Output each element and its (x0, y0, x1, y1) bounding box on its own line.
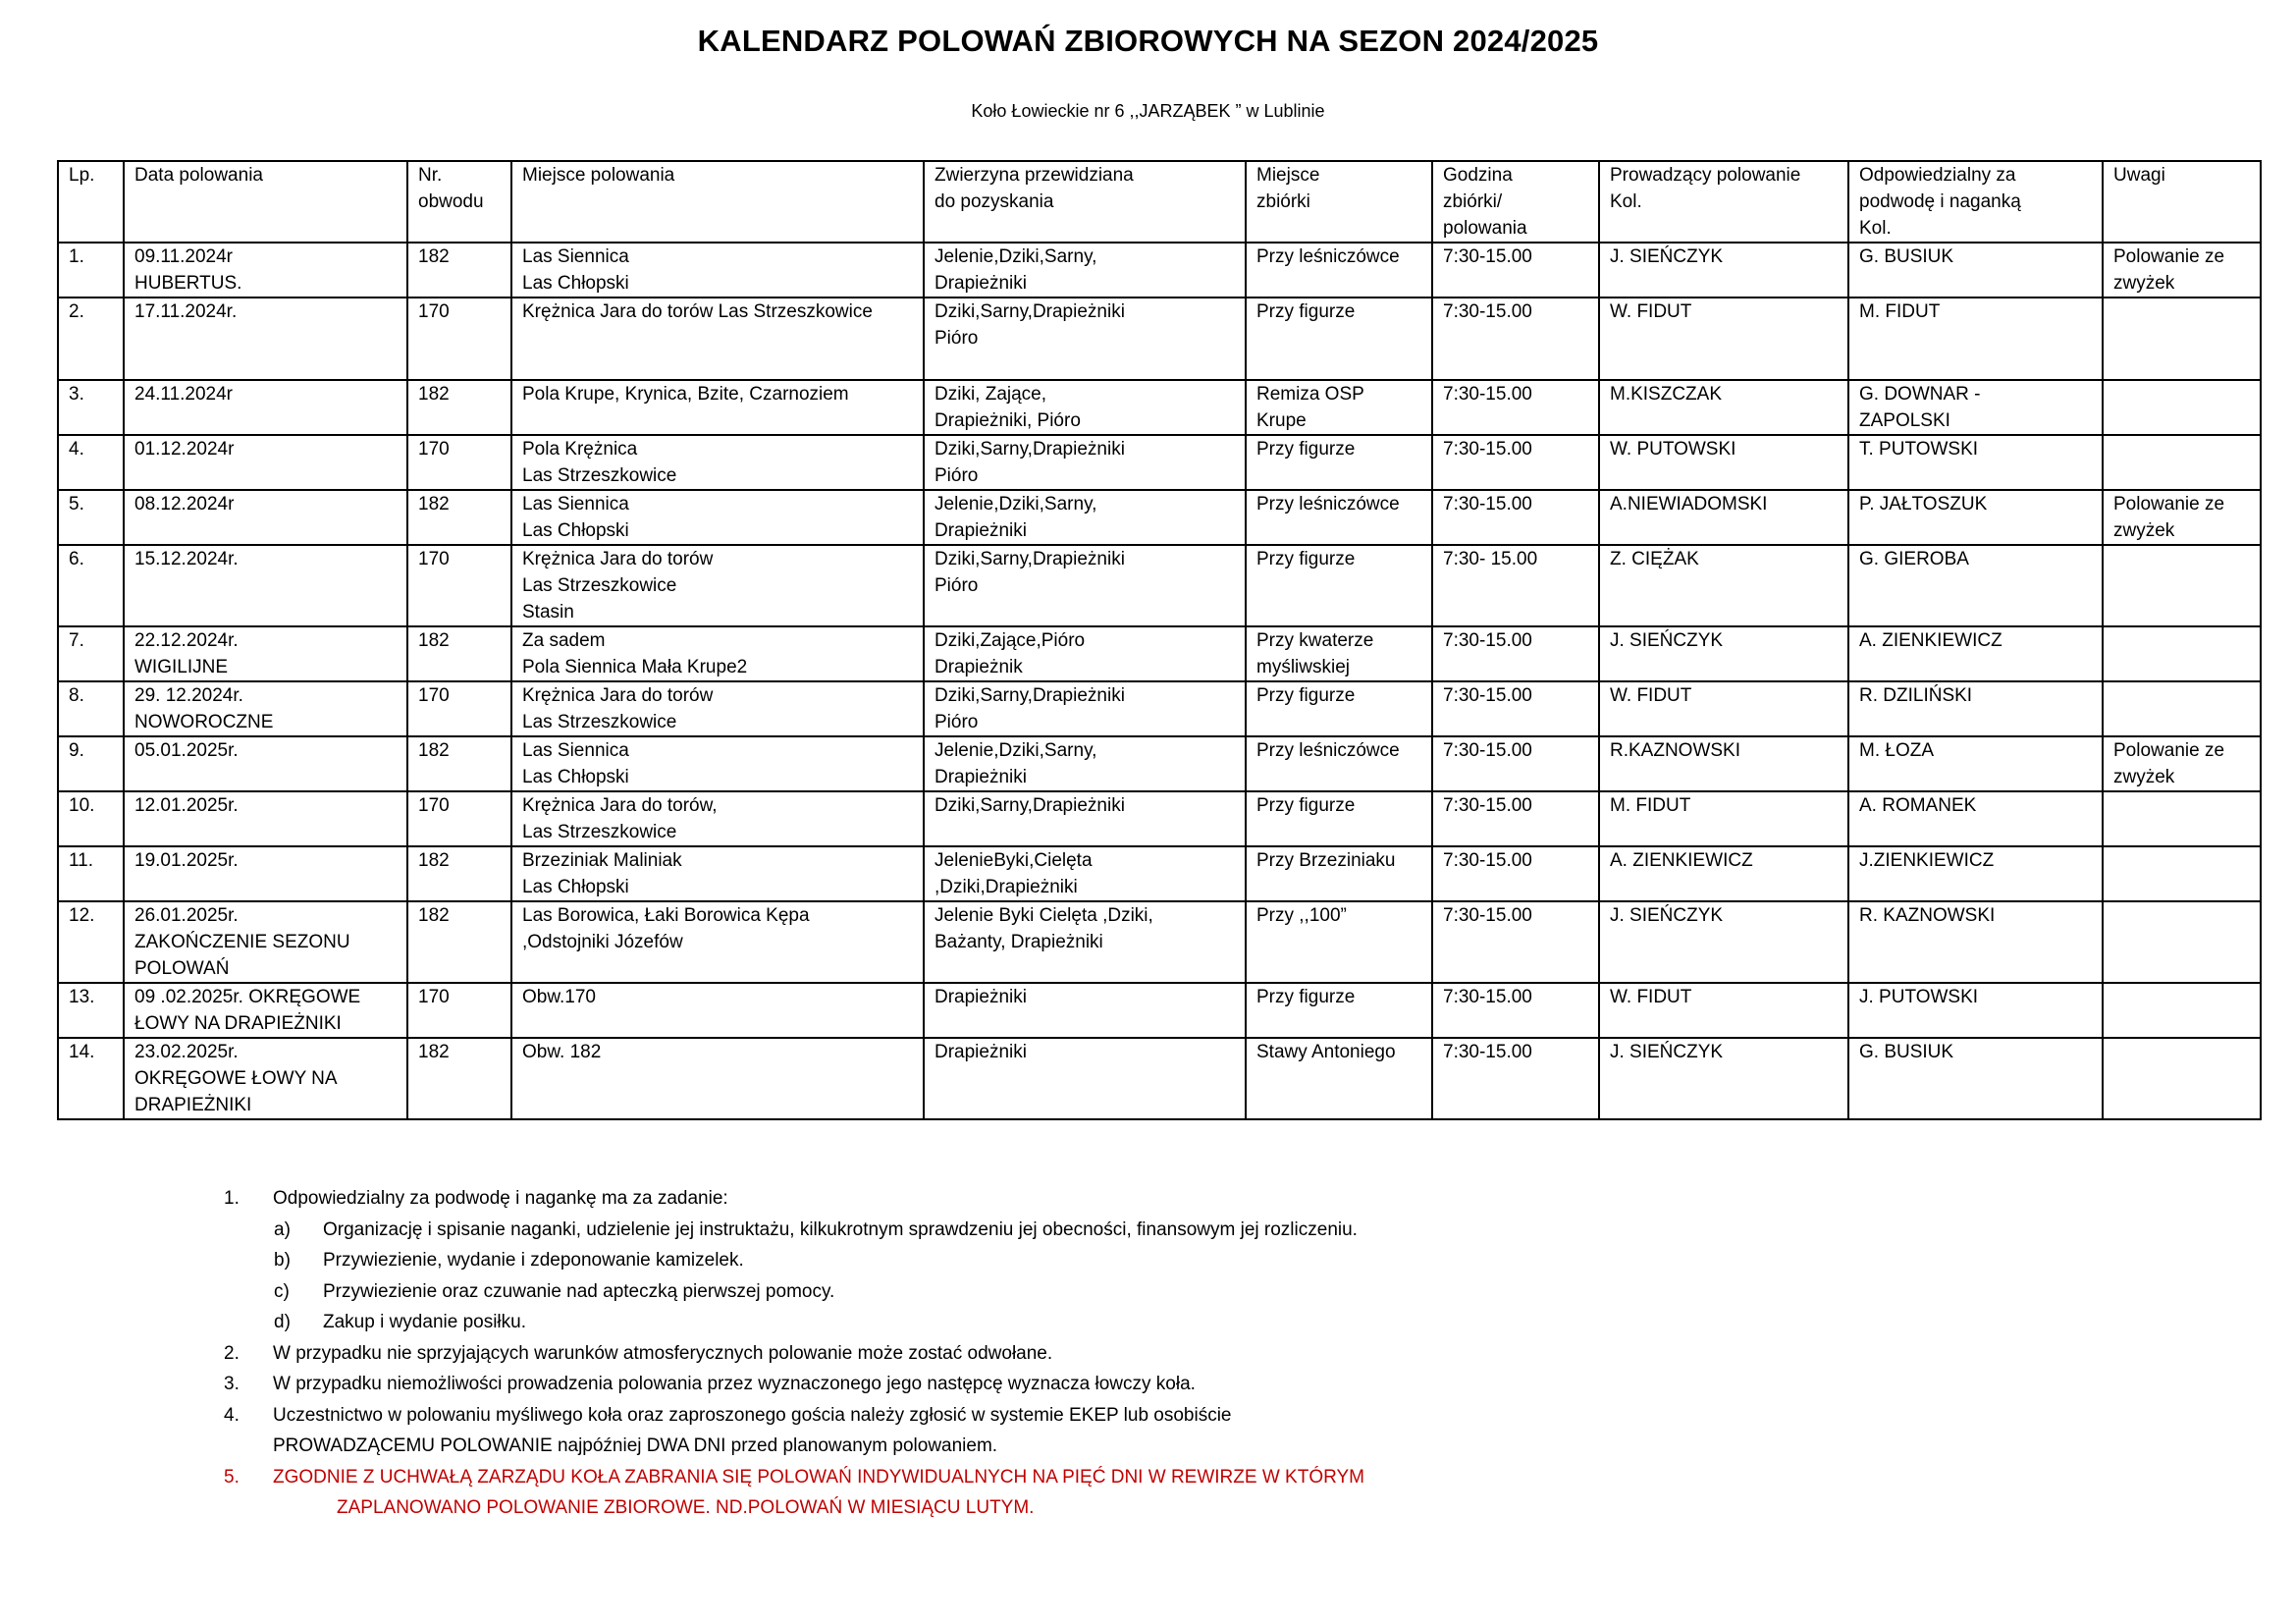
remarks: Polowanie ze zwyżek (2103, 243, 2261, 298)
hunt-leader: M.KISZCZAK (1599, 380, 1848, 435)
responsible-person: M. ŁOZA (1848, 736, 2103, 791)
header-game: Zwierzyna przewidziana do pozyskania (924, 161, 1246, 243)
hunt-place: Las Siennica Las Chłopski (511, 490, 924, 545)
table-row (58, 435, 2261, 490)
hunt-place: Pola Krupe, Krynica, Bzite, Czarnoziem (511, 380, 924, 435)
note-text: Przywiezienie, wydanie i zdeponowanie kamizelek. (323, 1250, 744, 1271)
meeting-time: 7:30-15.00 (1432, 1038, 1599, 1119)
remarks (2103, 435, 2261, 490)
responsible-person: G. GIEROBA (1848, 545, 2103, 626)
hunt-place: Obw. 182 (511, 1038, 924, 1119)
note-number: 2. (224, 1342, 240, 1364)
district-number: 182 (407, 901, 511, 983)
district-number: 182 (407, 490, 511, 545)
meeting-time: 7:30-15.00 (1432, 681, 1599, 736)
note-text: Zakup i wydanie posiłku. (323, 1312, 526, 1332)
row-number: 10. (58, 791, 124, 846)
hunt-date: 12.01.2025r. (124, 791, 407, 846)
hunt-date: 08.12.2024r (124, 490, 407, 545)
responsible-person: A. ROMANEK (1848, 791, 2103, 846)
note-text: Odpowiedzialny za podwodę i nagankę ma za zadanie: (273, 1188, 728, 1209)
meeting-time: 7:30-15.00 (1432, 380, 1599, 435)
responsible-person: J.ZIENKIEWICZ (1848, 846, 2103, 901)
header-remarks: Uwagi (2103, 161, 2261, 243)
meeting-time: 7:30-15.00 (1432, 298, 1599, 380)
row-number: 5. (58, 490, 124, 545)
hunt-schedule-table (57, 160, 2262, 1120)
table-row (58, 490, 2261, 545)
hunt-leader: W. FIDUT (1599, 681, 1848, 736)
hunt-place: Las Siennica Las Chłopski (511, 243, 924, 298)
game-species: Drapieżniki (924, 983, 1246, 1038)
district-number: 182 (407, 846, 511, 901)
meeting-point: Remiza OSP Krupe (1246, 380, 1432, 435)
header-place: Miejsce polowania (511, 161, 924, 243)
hunt-place: Obw.170 (511, 983, 924, 1038)
row-number: 1. (58, 243, 124, 298)
district-number: 182 (407, 380, 511, 435)
note-text: Organizację i spisanie naganki, udzielenie jej instruktażu, kilkukrotnym sprawdzeniu jej obecności, finansowym jej rozliczeniu. (323, 1218, 1358, 1240)
responsible-person: P. JAŁTOSZUK (1848, 490, 2103, 545)
meeting-time: 7:30-15.00 (1432, 846, 1599, 901)
hunt-place: Pola Krężnica Las Strzeszkowice (511, 435, 924, 490)
meeting-point: Przy figurze (1246, 983, 1432, 1038)
hunt-leader: R.KAZNOWSKI (1599, 736, 1848, 791)
hunt-leader: A.NIEWIADOMSKI (1599, 490, 1848, 545)
meeting-point: Przy figurze (1246, 681, 1432, 736)
header-time: Godzina zbiórki/ polowania (1432, 161, 1599, 243)
meeting-point: Przy leśniczówce (1246, 490, 1432, 545)
note-number: 1. (224, 1188, 240, 1209)
remarks (2103, 791, 2261, 846)
meeting-point: Przy ,,100” (1246, 901, 1432, 983)
table-row (58, 545, 2261, 626)
row-number: 13. (58, 983, 124, 1038)
note-text: PROWADZĄCEMU POLOWANIE najpóźniej DWA DNI przed planowanym polowaniem. (273, 1435, 998, 1456)
header-responsible: Odpowiedzialny za podwodę i naganką Kol. (1848, 161, 2103, 243)
responsible-person: J. PUTOWSKI (1848, 983, 2103, 1038)
meeting-time: 7:30-15.00 (1432, 736, 1599, 791)
hunt-leader: W. PUTOWSKI (1599, 435, 1848, 490)
hunt-place: Krężnica Jara do torów Las Strzeszkowice Stasin (511, 545, 924, 626)
hunt-date: 26.01.2025r. ZAKOŃCZENIE SEZONU POLOWAŃ (124, 901, 407, 983)
document-subtitle: Koło Łowieckie nr 6 ,,JARZĄBEK ” w Lublinie (971, 101, 1325, 121)
game-species: Dziki,Sarny,Drapieżniki Pióro (924, 435, 1246, 490)
game-species: JelenieByki,Cielęta ,Dziki,Drapieżniki (924, 846, 1246, 901)
responsible-person: T. PUTOWSKI (1848, 435, 2103, 490)
header-date: Data polowania (124, 161, 407, 243)
hunt-leader: J. SIEŃCZYK (1599, 243, 1848, 298)
note-number: 4. (224, 1404, 240, 1426)
game-species: Dziki,Sarny,Drapieżniki Pióro (924, 545, 1246, 626)
remarks (2103, 626, 2261, 681)
remarks (2103, 846, 2261, 901)
responsible-person: R. DZILIŃSKI (1848, 681, 2103, 736)
hunt-place: Za sadem Pola Siennica Mała Krupe2 (511, 626, 924, 681)
meeting-time: 7:30-15.00 (1432, 791, 1599, 846)
table-row (58, 736, 2261, 791)
game-species: Dziki,Zające,Pióro Drapieżnik (924, 626, 1246, 681)
remarks: Polowanie ze zwyżek (2103, 490, 2261, 545)
row-number: 7. (58, 626, 124, 681)
game-species: Dziki,Sarny,Drapieżniki (924, 791, 1246, 846)
game-species: Jelenie,Dziki,Sarny, Drapieżniki (924, 736, 1246, 791)
responsible-person: G. BUSIUK (1848, 243, 2103, 298)
responsible-person: G. DOWNAR - ZAPOLSKI (1848, 380, 2103, 435)
hunt-date: 29. 12.2024r. NOWOROCZNE (124, 681, 407, 736)
district-number: 182 (407, 1038, 511, 1119)
hunt-leader: W. FIDUT (1599, 298, 1848, 380)
remarks (2103, 901, 2261, 983)
district-number: 170 (407, 983, 511, 1038)
hunt-leader: Z. CIĘŻAK (1599, 545, 1848, 626)
hunt-date: 01.12.2024r (124, 435, 407, 490)
district-number: 182 (407, 243, 511, 298)
row-number: 12. (58, 901, 124, 983)
remarks (2103, 298, 2261, 380)
meeting-point: Przy figurze (1246, 435, 1432, 490)
row-number: 8. (58, 681, 124, 736)
meeting-point: Przy kwaterze myśliwskiej (1246, 626, 1432, 681)
table-body (58, 243, 2261, 1119)
hunt-leader: J. SIEŃCZYK (1599, 901, 1848, 983)
meeting-time: 7:30- 15.00 (1432, 545, 1599, 626)
table-row (58, 983, 2261, 1038)
table-row (58, 243, 2261, 298)
note-text: ZGODNIE Z UCHWAŁĄ ZARZĄDU KOŁA ZABRANIA SIĘ POLOWAŃ INDYWIDUALNYCH NA PIĘĆ DNI W REWIRZE W KTÓRYM (273, 1466, 1364, 1488)
note-text: ZAPLANOWANO POLOWANIE ZBIOROWE. ND.POLOWAŃ W MIESIĄCU LUTYM. (337, 1497, 1035, 1518)
meeting-point: Przy figurze (1246, 545, 1432, 626)
header-meeting-point: Miejsce zbiórki (1246, 161, 1432, 243)
district-number: 170 (407, 681, 511, 736)
responsible-person: G. BUSIUK (1848, 1038, 2103, 1119)
row-number: 6. (58, 545, 124, 626)
meeting-time: 7:30-15.00 (1432, 490, 1599, 545)
row-number: 2. (58, 298, 124, 380)
document-title: KALENDARZ POLOWAŃ ZBIOROWYCH NA SEZON 2024/2025 (697, 24, 1599, 58)
remarks (2103, 1038, 2261, 1119)
row-number: 4. (58, 435, 124, 490)
hunt-date: 19.01.2025r. (124, 846, 407, 901)
row-number: 14. (58, 1038, 124, 1119)
district-number: 170 (407, 298, 511, 380)
header-district: Nr. obwodu (407, 161, 511, 243)
header-leader: Prowadzący polowanie Kol. (1599, 161, 1848, 243)
note-number: b) (274, 1250, 291, 1271)
meeting-point: Przy leśniczówce (1246, 736, 1432, 791)
hunt-date: 15.12.2024r. (124, 545, 407, 626)
game-species: Dziki,Sarny,Drapieżniki Pióro (924, 298, 1246, 380)
hunt-place: Brzeziniak Maliniak Las Chłopski (511, 846, 924, 901)
note-text: W przypadku niemożliwości prowadzenia polowania przez wyznaczonego jego następcę wyznacza łowczy koła. (273, 1374, 1196, 1394)
district-number: 182 (407, 626, 511, 681)
table-row (58, 846, 2261, 901)
remarks (2103, 545, 2261, 626)
district-number: 182 (407, 736, 511, 791)
row-number: 9. (58, 736, 124, 791)
game-species: Drapieżniki (924, 1038, 1246, 1119)
game-species: Jelenie Byki Cielęta ,Dziki, Bażanty, Drapieżniki (924, 901, 1246, 983)
game-species: Jelenie,Dziki,Sarny, Drapieżniki (924, 243, 1246, 298)
note-number: 3. (224, 1374, 240, 1394)
row-number: 3. (58, 380, 124, 435)
note-text: W przypadku nie sprzyjających warunków atmosferycznych polowanie może zostać odwołane. (273, 1342, 1053, 1364)
hunt-leader: M. FIDUT (1599, 791, 1848, 846)
table-row (58, 681, 2261, 736)
district-number: 170 (407, 435, 511, 490)
meeting-point: Przy leśniczówce (1246, 243, 1432, 298)
hunt-place: Krężnica Jara do torów Las Strzeszkowice (511, 298, 924, 380)
hunt-leader: W. FIDUT (1599, 983, 1848, 1038)
responsible-person: A. ZIENKIEWICZ (1848, 626, 2103, 681)
note-number: 5. (224, 1466, 240, 1488)
hunt-date: 23.02.2025r. OKRĘGOWE ŁOWY NA DRAPIEŻNIKI (124, 1038, 407, 1119)
note-number: d) (274, 1312, 291, 1332)
hunt-date: 05.01.2025r. (124, 736, 407, 791)
remarks (2103, 380, 2261, 435)
hunt-date: 09.11.2024r HUBERTUS. (124, 243, 407, 298)
meeting-point: Przy figurze (1246, 791, 1432, 846)
hunt-date: 24.11.2024r (124, 380, 407, 435)
note-text: Przywiezienie oraz czuwanie nad apteczką pierwszej pomocy. (323, 1280, 835, 1302)
meeting-time: 7:30-15.00 (1432, 435, 1599, 490)
remarks (2103, 983, 2261, 1038)
meeting-time: 7:30-15.00 (1432, 243, 1599, 298)
note-text: Uczestnictwo w polowaniu myśliwego koła oraz zaproszonego gościa należy zgłosić w systemie EKEP lub osobiście (273, 1404, 1232, 1426)
table-row (58, 298, 2261, 380)
game-species: Dziki, Zające, Drapieżniki, Pióro (924, 380, 1246, 435)
game-species: Jelenie,Dziki,Sarny, Drapieżniki (924, 490, 1246, 545)
hunt-place: Krężnica Jara do torów Las Strzeszkowice (511, 681, 924, 736)
note-number: a) (274, 1218, 291, 1240)
row-number: 11. (58, 846, 124, 901)
meeting-point: Stawy Antoniego (1246, 1038, 1432, 1119)
district-number: 170 (407, 545, 511, 626)
hunt-date: 09 .02.2025r. OKRĘGOWE ŁOWY NA DRAPIEŻNIKI (124, 983, 407, 1038)
meeting-point: Przy figurze (1246, 298, 1432, 380)
hunt-leader: J. SIEŃCZYK (1599, 626, 1848, 681)
table-row (58, 791, 2261, 846)
note-number: c) (274, 1280, 290, 1302)
table-row (58, 380, 2261, 435)
meeting-time: 7:30-15.00 (1432, 626, 1599, 681)
game-species: Dziki,Sarny,Drapieżniki Pióro (924, 681, 1246, 736)
table-row (58, 626, 2261, 681)
meeting-point: Przy Brzeziniaku (1246, 846, 1432, 901)
meeting-time: 7:30-15.00 (1432, 901, 1599, 983)
hunt-leader: A. ZIENKIEWICZ (1599, 846, 1848, 901)
table-header-row (58, 161, 2261, 243)
table-row (58, 901, 2261, 983)
district-number: 170 (407, 791, 511, 846)
meeting-time: 7:30-15.00 (1432, 983, 1599, 1038)
remarks (2103, 681, 2261, 736)
hunt-date: 17.11.2024r. (124, 298, 407, 380)
hunt-place: Las Borowica, Łaki Borowica Kępa ,Odstojniki Józefów (511, 901, 924, 983)
hunt-place: Krężnica Jara do torów, Las Strzeszkowice (511, 791, 924, 846)
remarks: Polowanie ze zwyżek (2103, 736, 2261, 791)
hunt-leader: J. SIEŃCZYK (1599, 1038, 1848, 1119)
hunt-place: Las Siennica Las Chłopski (511, 736, 924, 791)
header-lp: Lp. (58, 161, 124, 243)
responsible-person: M. FIDUT (1848, 298, 2103, 380)
responsible-person: R. KAZNOWSKI (1848, 901, 2103, 983)
hunt-date: 22.12.2024r. WIGILIJNE (124, 626, 407, 681)
table-row (58, 1038, 2261, 1119)
